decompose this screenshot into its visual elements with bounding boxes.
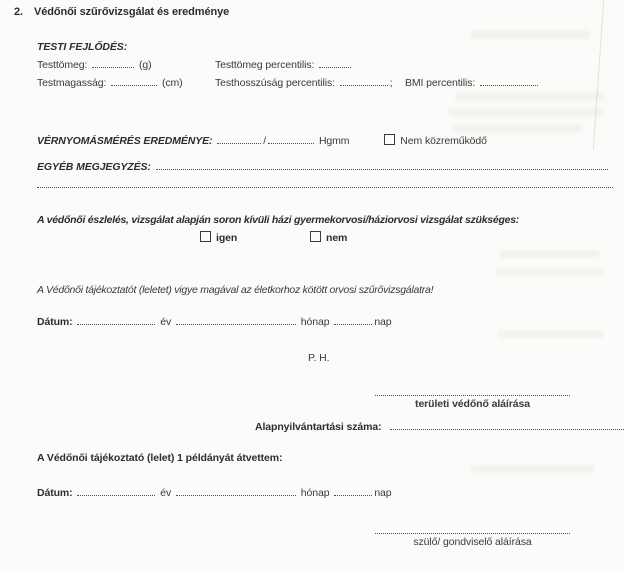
date2-day-unit: nap [374, 487, 392, 499]
date2-month-field[interactable] [176, 486, 296, 496]
registry-number-label: Alapnyilvántartási száma: [255, 421, 382, 433]
length-percentile-label: Testhosszúság percentilis: [215, 77, 335, 89]
stamp-placeholder: P. H. [308, 352, 330, 364]
scan-artifact [500, 250, 600, 258]
length-percentile-suffix: ; [389, 77, 393, 89]
date2-year-field[interactable] [77, 486, 155, 496]
registry-number-field[interactable] [390, 420, 624, 430]
no-label: nem [326, 232, 348, 244]
length-percentile-field[interactable] [340, 76, 388, 86]
date1-label: Dátum: [37, 316, 73, 328]
height-field[interactable] [111, 76, 157, 86]
date1-year-unit: év [160, 316, 172, 328]
yes-label: igen [216, 232, 238, 244]
referral-no-group [310, 231, 347, 244]
blood-pressure-row [37, 134, 487, 147]
date1-year-field[interactable] [77, 315, 155, 325]
nurse-signature-block [375, 386, 570, 410]
date2-label: Dátum: [37, 487, 73, 499]
guardian-signature-field[interactable] [375, 524, 570, 534]
bmi-percentile-row [405, 76, 540, 89]
height-unit: (cm) [161, 77, 183, 89]
bp-separator: / [263, 135, 267, 147]
weight-percentile-label: Testtömeg percentilis: [215, 59, 315, 71]
weight-unit: (g) [139, 59, 152, 71]
scan-artifact [448, 108, 603, 117]
date-row-2 [37, 486, 392, 499]
referral-question: A védőnői észlelés, vizsgálat alapján soron kívüli házi gyermekorvosi/háziorvosi vizsgálat szükséges: [37, 214, 520, 226]
weight-row [37, 58, 152, 71]
weight-label: Testtömeg: [37, 59, 88, 71]
date1-day-unit: nap [374, 316, 392, 328]
section-number: 2. [14, 6, 23, 18]
scan-artifact [452, 124, 582, 133]
weight-percentile-row [215, 58, 353, 71]
scan-artifact [470, 30, 590, 39]
yes-checkbox[interactable] [200, 231, 211, 242]
other-notes-field-line1[interactable] [156, 160, 608, 170]
section-title-row [14, 6, 229, 19]
weight-field[interactable] [92, 58, 134, 68]
date1-day-field[interactable] [334, 315, 372, 325]
guardian-signature-block [375, 524, 570, 548]
date-row-1 [37, 315, 392, 328]
bp-unit: Hgmm [318, 135, 350, 147]
receipt-statement: A Védőnői tájékoztató (lelet) 1 példányát átvettem: [37, 452, 283, 464]
length-percentile-row [215, 76, 393, 89]
scan-artifact [495, 268, 605, 276]
weight-percentile-field[interactable] [319, 58, 351, 68]
bmi-percentile-field[interactable] [480, 76, 538, 86]
noncooperative-checkbox[interactable] [384, 134, 395, 145]
bmi-percentile-label: BMI percentilis: [405, 77, 476, 89]
other-notes-field-line2[interactable] [37, 178, 613, 188]
scan-artifact [470, 465, 595, 473]
registry-number-row [255, 420, 624, 433]
page-title: Védőnői szűrővizsgálat és eredménye [33, 6, 230, 18]
scan-crease [593, 0, 604, 150]
other-notes-row [37, 160, 610, 173]
other-notes-label: EGYÉB MEGJEGYZÉS: [37, 161, 151, 173]
nurse-signature-caption: területi védőnő aláírása [415, 398, 530, 410]
instruction-text: A Védőnői tájékoztatót (leletet) vigye magával az életkorhoz kötött orvosi szűrővizsgálatra! [37, 284, 434, 296]
bp-diastolic-field[interactable] [268, 134, 314, 144]
date1-month-field[interactable] [176, 315, 296, 325]
no-checkbox[interactable] [310, 231, 321, 242]
noncooperative-label: Nem közreműködő [400, 135, 487, 147]
height-label: Testmagasság: [37, 77, 107, 89]
date2-month-unit: hónap [300, 487, 330, 499]
date2-day-field[interactable] [334, 486, 372, 496]
physical-development-heading: TESTI FEJLŐDÉS: [37, 41, 128, 53]
date2-year-unit: év [160, 487, 172, 499]
bp-noncooperative-group [384, 135, 487, 147]
scan-artifact [498, 330, 603, 338]
scan-artifact [455, 92, 605, 101]
referral-yes-group [200, 231, 237, 244]
nurse-signature-field[interactable] [375, 386, 570, 396]
blood-pressure-label: VÉRNYOMÁSMÉRÉS EREDMÉNYE: [37, 135, 213, 147]
guardian-signature-caption: szülő/ gondviselő aláírása [413, 536, 532, 548]
height-row [37, 76, 183, 89]
date1-month-unit: hónap [300, 316, 330, 328]
bp-systolic-field[interactable] [217, 134, 261, 144]
